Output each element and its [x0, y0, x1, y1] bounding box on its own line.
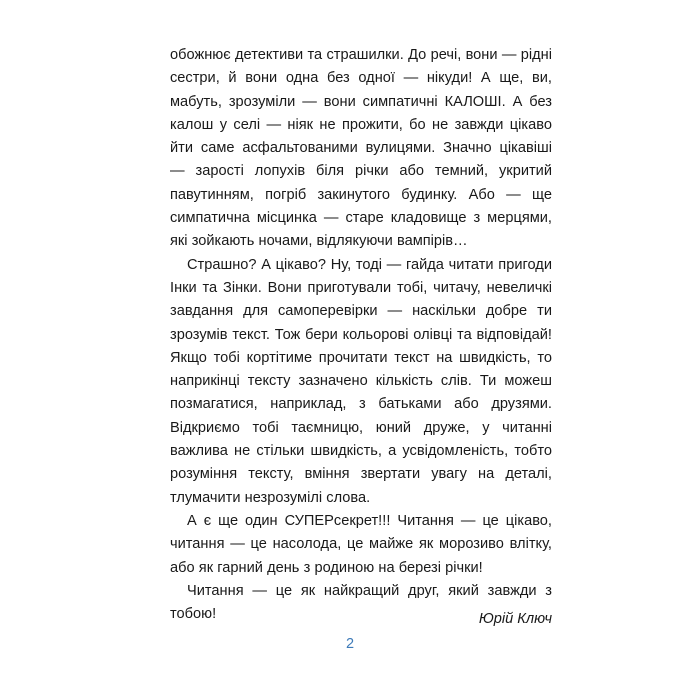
- paragraph-4: Читання — це як найкращий друг, який завжди з тобою!: [170, 582, 552, 623]
- paragraph-3: А є ще один СУПЕРсекрет!!! Читання — це цікаво, читання — це насолода, це майже як морозиво влітку, або як гарний день з родиною на березі річки!: [170, 512, 552, 576]
- author-signature: Юрій Ключ: [478, 611, 552, 627]
- paragraph-1: обожнює детективи та страшилки. До речі, вони — рідні сестри, й вони одна без одної — нікуди! А ще, ви, мабуть, зрозуміли — вони симпатичні КАЛОШІ. А без калош у селі — ніяк не прожити, бо не завжди цікаво йти саме асфальтованими вулицями. Значно цікавіші — зарості лопухів біля річки або темний, укритий павутинням, погріб закинутого будинку. Або — ще симпатична місцинка — старе кладовище з мерцями, які зойкають ночами, відлякуючи вампірів…: [170, 47, 552, 250]
- page-number: 2: [345, 636, 355, 652]
- body-text-block: [170, 44, 552, 626]
- paragraph-2: Страшно? А цікаво? Ну, тоді — гайда читати пригоди Інки та Зінки. Вони приготували тобі, читачу, невеличкі завдання для самоперевірки — наскільки добре ти зрозумів текст. Тож бери кольорові олівці та відповідай! Якщо тобі кортітиме прочитати текст на швидкість, то наприкінці тексту зазначено кількість слів. Ти можеш позмагатися, наприклад, з батьками або друзями. Відкриємо тобі таємницю, юний друже, у читанні важлива не стільки швидкість, а усвідомленість, тобто розуміння тексту, вміння звертати увагу на деталі, тлумачити незрозумілі слова.: [170, 256, 552, 506]
